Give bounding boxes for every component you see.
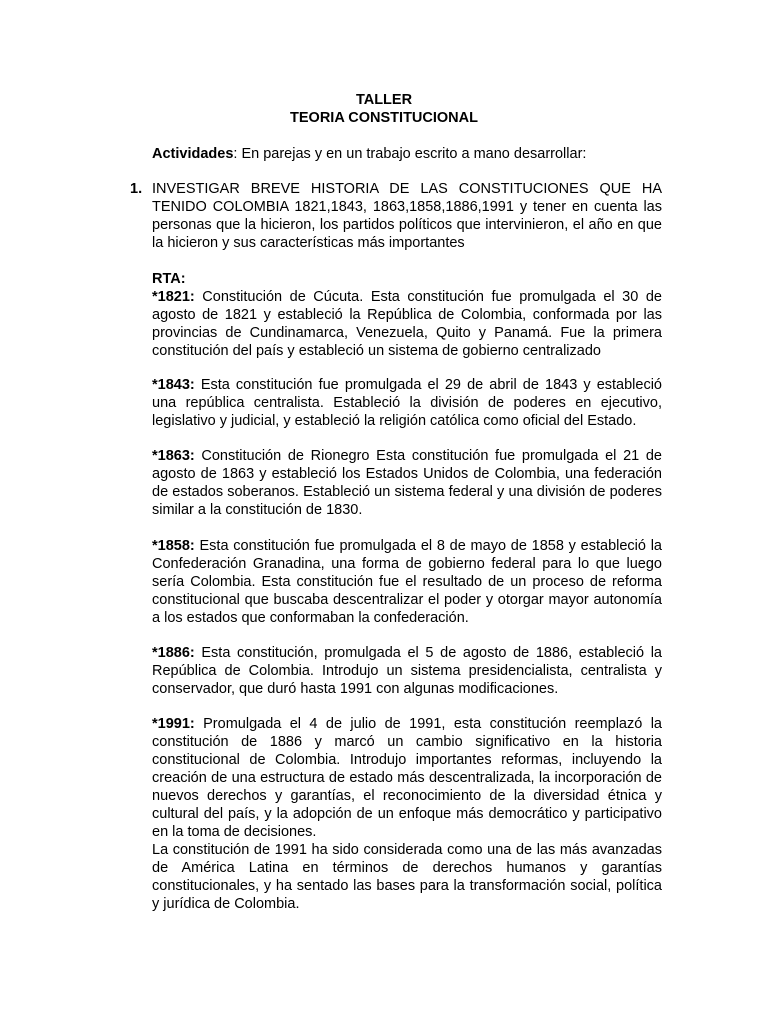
entry-1843 bbox=[152, 376, 662, 430]
activities-intro bbox=[152, 145, 662, 163]
entry-text: Esta constitución fue promulgada el 29 de abril de 1843 y estableció una república centralista. Estableció la división de poderes en ejecutivo, legislativo y judicial, y estableció la religión católica como oficial del Estado. bbox=[152, 377, 662, 429]
entry-1821 bbox=[152, 288, 662, 360]
closing-paragraph: La constitución de 1991 ha sido considerada como una de las más avanzadas de América Latina en términos de derechos humanos y garantías constitucionales, y ha sentado las bases para la transformación social, política y jurídica de Colombia. bbox=[152, 842, 662, 912]
entry-text: Constitución de Rionegro Esta constitución fue promulgada el 21 de agosto de 1863 y estableció los Estados Unidos de Colombia, una federación de estados soberanos. Estableció un sistema federal y una división de poderes similar a la constitución de 1830. bbox=[152, 448, 662, 518]
document-subtitle: TEORIA CONSTITUCIONAL bbox=[290, 110, 478, 126]
entry-1858 bbox=[152, 537, 662, 627]
question-number: 1. bbox=[130, 181, 143, 197]
entry-year: *1863: bbox=[152, 448, 195, 464]
entry-text: Esta constitución fue promulgada el 8 de mayo de 1858 y estableció la Confederación Granadina, una forma de gobierno federal para lo que luego sería Colombia. Esta constitución fue el resultado de un proceso de reforma constitucional que buscaba descentralizar el poder y otorgar mayor autonomía a los estados que conformaban la confederación. bbox=[152, 538, 662, 626]
activities-label: Actividades bbox=[152, 146, 234, 162]
document-title: TALLER bbox=[355, 92, 413, 108]
entry-year: *1821: bbox=[152, 289, 195, 305]
question-text: INVESTIGAR BREVE HISTORIA DE LAS CONSTITUCIONES QUE HA TENIDO COLOMBIA 1821,1843, 1863,1858,1886,1991 y tener en cuenta las personas que la hicieron, los partidos políticos que intervinieron, el año en que la hicieron y sus características más importantes bbox=[152, 181, 662, 251]
activities-text: : En parejas y en un trabajo escrito a mano desarrollar: bbox=[233, 146, 587, 162]
entry-year: *1858: bbox=[152, 538, 195, 554]
entry-1886 bbox=[152, 644, 662, 698]
entry-year: *1991: bbox=[152, 716, 195, 732]
entry-text: Promulgada el 4 de julio de 1991, esta constitución reemplazó la constitución de 1886 y marcó un cambio significativo en la historia constitucional de Colombia. Introdujo importantes reformas, incluyendo la creación de una estructura de estado más descentralizada, la incorporación de nuevos derechos y garantías, el reconocimiento de la diversidad étnica y cultural del país, y la adopción de un enfoque más democrático y participativo en la toma de decisiones. bbox=[152, 716, 662, 840]
entry-text: Esta constitución, promulgada el 5 de agosto de 1886, estableció la República de Colombia. Introdujo un sistema presidencialista, centralista y conservador, que duró hasta 1991 con algunas modificaciones. bbox=[152, 645, 662, 697]
entry-1863 bbox=[152, 447, 662, 519]
answer-label: RTA: bbox=[152, 271, 186, 287]
entry-1991 bbox=[152, 715, 662, 841]
entry-year: *1843: bbox=[152, 377, 195, 393]
entry-year: *1886: bbox=[152, 645, 195, 661]
entry-text: Constitución de Cúcuta. Esta constitución fue promulgada el 30 de agosto de 1821 y estableció la República de Colombia, conformada por las provincias de Cundinamarca, Venezuela, Quito y Panamá. Fue la primera constitución del país y estableció un sistema de gobierno centralizado bbox=[152, 289, 662, 359]
